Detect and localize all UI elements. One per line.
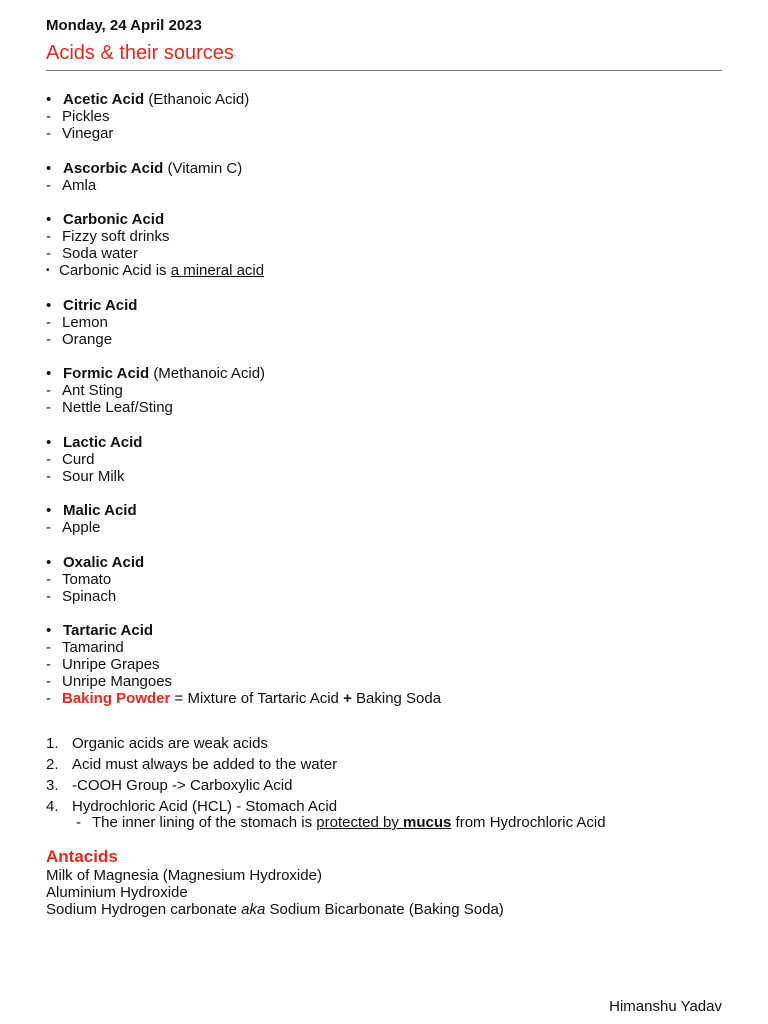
note-item: 3. -COOH Group -> Carboxylic Acid: [46, 777, 293, 794]
dash-marker: -: [46, 108, 51, 125]
dash-marker: -: [46, 228, 51, 245]
acid-source-text: Apple: [62, 519, 101, 536]
acid-name: Acetic Acid: [63, 91, 145, 108]
title-divider: [46, 70, 722, 71]
dash-marker: -: [46, 330, 51, 348]
acid-source-text: Curd: [62, 450, 95, 468]
acid-source: [46, 588, 722, 605]
acid-heading: [46, 434, 722, 451]
acid-name: Lactic Acid: [63, 433, 143, 451]
dash-marker: -: [46, 245, 51, 262]
acid-source: [46, 639, 722, 656]
bullet-marker: •: [46, 365, 52, 382]
acid-source: [46, 108, 722, 125]
acid-source-text: Sour Milk: [62, 467, 125, 485]
acid-group: [46, 211, 722, 279]
note-page: [46, 16, 722, 918]
note-item: 4. Hydrochloric Acid (HCL) - Stomach Acid: [46, 798, 338, 815]
notes-list: [46, 733, 722, 817]
acid-name: Tartaric Acid: [63, 622, 154, 639]
acid-source: [46, 125, 722, 142]
dash-marker: -: [46, 313, 51, 331]
acid-source-text: Orange: [62, 330, 113, 348]
mixture-text: Baking Soda: [351, 690, 442, 707]
acid-group: [46, 502, 722, 536]
acid-group: [46, 160, 722, 194]
dash-marker: -: [46, 690, 51, 707]
dash-marker: -: [46, 125, 51, 142]
acid-source: [46, 314, 722, 331]
acid-source-text: Nettle Leaf/Sting: [62, 399, 173, 416]
bullet-marker: •: [46, 622, 52, 639]
note-item: 1. Organic acids are weak acids: [46, 735, 268, 752]
antacid-item: Milk of Magnesia (Magnesium Hydroxide): [46, 867, 322, 884]
acid-alias: (Ethanoic Acid): [148, 91, 250, 108]
acid-source-text: Spinach: [62, 587, 117, 605]
acid-source-text: Lemon: [62, 313, 108, 331]
acid-heading: [46, 622, 722, 639]
dash-marker: -: [46, 673, 51, 690]
dash-marker: -: [46, 639, 51, 656]
dash-marker: -: [46, 176, 51, 194]
dash-marker: -: [46, 519, 51, 536]
acid-source-text: Pickles: [62, 108, 110, 125]
acid-name: Ascorbic Acid: [63, 159, 164, 177]
antacids-heading: Antacids: [46, 847, 118, 866]
stomach-subnote: - The inner lining of the stomach is protected by mucus from Hydrochloric Acid: [76, 814, 606, 831]
antacid-item: Sodium Hydrogen carbonate aka Sodium Bicarbonate (Baking Soda): [46, 901, 504, 918]
dash-marker: -: [46, 399, 51, 416]
acid-source-text: Soda water: [62, 245, 138, 262]
mineral-acid-text: a mineral acid: [170, 262, 265, 279]
acid-source: [46, 673, 722, 690]
acid-group: [46, 297, 722, 348]
plus-sign: +: [343, 690, 352, 707]
acid-note-text: Carbonic Acid is: [59, 262, 171, 279]
acid-source: [46, 519, 722, 536]
acid-group: [46, 91, 722, 142]
acid-group: [46, 434, 722, 485]
acid-heading: [46, 91, 722, 108]
acid-source: [46, 177, 722, 194]
dash-marker: -: [46, 450, 51, 468]
acid-source: [46, 656, 722, 673]
acid-name: Malic Acid: [63, 502, 137, 519]
small-bullet-marker: •: [46, 265, 50, 276]
mixture-text: = Mixture of Tartaric Acid: [170, 690, 344, 707]
note-date: Monday, 24 April 2023: [46, 17, 202, 34]
note-item: 2. Acid must always be added to the water: [46, 756, 338, 773]
antacid-item: Aluminium Hydroxide: [46, 884, 188, 901]
acid-source: [46, 331, 722, 348]
acid-source: [46, 399, 722, 416]
acid-source: [46, 451, 722, 468]
acid-group: [46, 622, 722, 707]
acid-note: [46, 262, 722, 279]
acid-name: Oxalic Acid: [63, 553, 145, 571]
acid-heading: [46, 554, 722, 571]
antacids-section: [46, 847, 722, 918]
acid-source-text: Fizzy soft drinks: [62, 228, 170, 245]
dash-marker: -: [46, 656, 51, 673]
page-title: Acids & their sources: [46, 42, 234, 64]
acid-list: [46, 91, 722, 707]
acid-source: [46, 571, 722, 588]
acid-source: [46, 228, 722, 245]
acid-source: [46, 245, 722, 262]
dash-marker: -: [46, 467, 51, 485]
bullet-marker: •: [46, 91, 52, 108]
acid-heading: [46, 160, 722, 177]
acid-name: Citric Acid: [63, 296, 138, 314]
acid-source-text: Vinegar: [62, 125, 114, 142]
acid-source-text: Tomato: [62, 570, 112, 588]
bullet-marker: •: [46, 159, 52, 177]
acid-name: Formic Acid: [63, 365, 150, 382]
bullet-marker: •: [46, 211, 52, 228]
baking-powder-line: [46, 690, 722, 707]
acid-alias: (Vitamin C): [167, 159, 243, 177]
acid-source-text: Amla: [62, 176, 97, 194]
acid-heading: [46, 211, 722, 228]
dash-marker: -: [46, 587, 51, 605]
acid-source-text: Ant Sting: [62, 382, 123, 399]
acid-heading: [46, 297, 722, 314]
acid-source: [46, 382, 722, 399]
bullet-marker: •: [46, 553, 52, 571]
dash-marker: -: [46, 382, 51, 399]
acid-group: [46, 554, 722, 605]
acid-group: [46, 365, 722, 416]
bullet-marker: •: [46, 502, 52, 519]
baking-powder-label: Baking Powder: [62, 690, 171, 707]
acid-source-text: Tamarind: [62, 639, 124, 656]
acid-heading: [46, 502, 722, 519]
acid-name: Carbonic Acid: [63, 211, 165, 228]
bullet-marker: •: [46, 433, 52, 451]
dash-marker: -: [76, 814, 81, 831]
acid-source-text: Unripe Grapes: [62, 656, 160, 673]
acid-source: [46, 468, 722, 485]
acid-source-text: Unripe Mangoes: [62, 673, 173, 690]
bullet-marker: •: [46, 296, 52, 314]
acid-heading: [46, 365, 722, 382]
author-name: Himanshu Yadav: [609, 998, 722, 1015]
dash-marker: -: [46, 570, 51, 588]
acid-alias: (Methanoic Acid): [153, 365, 266, 382]
